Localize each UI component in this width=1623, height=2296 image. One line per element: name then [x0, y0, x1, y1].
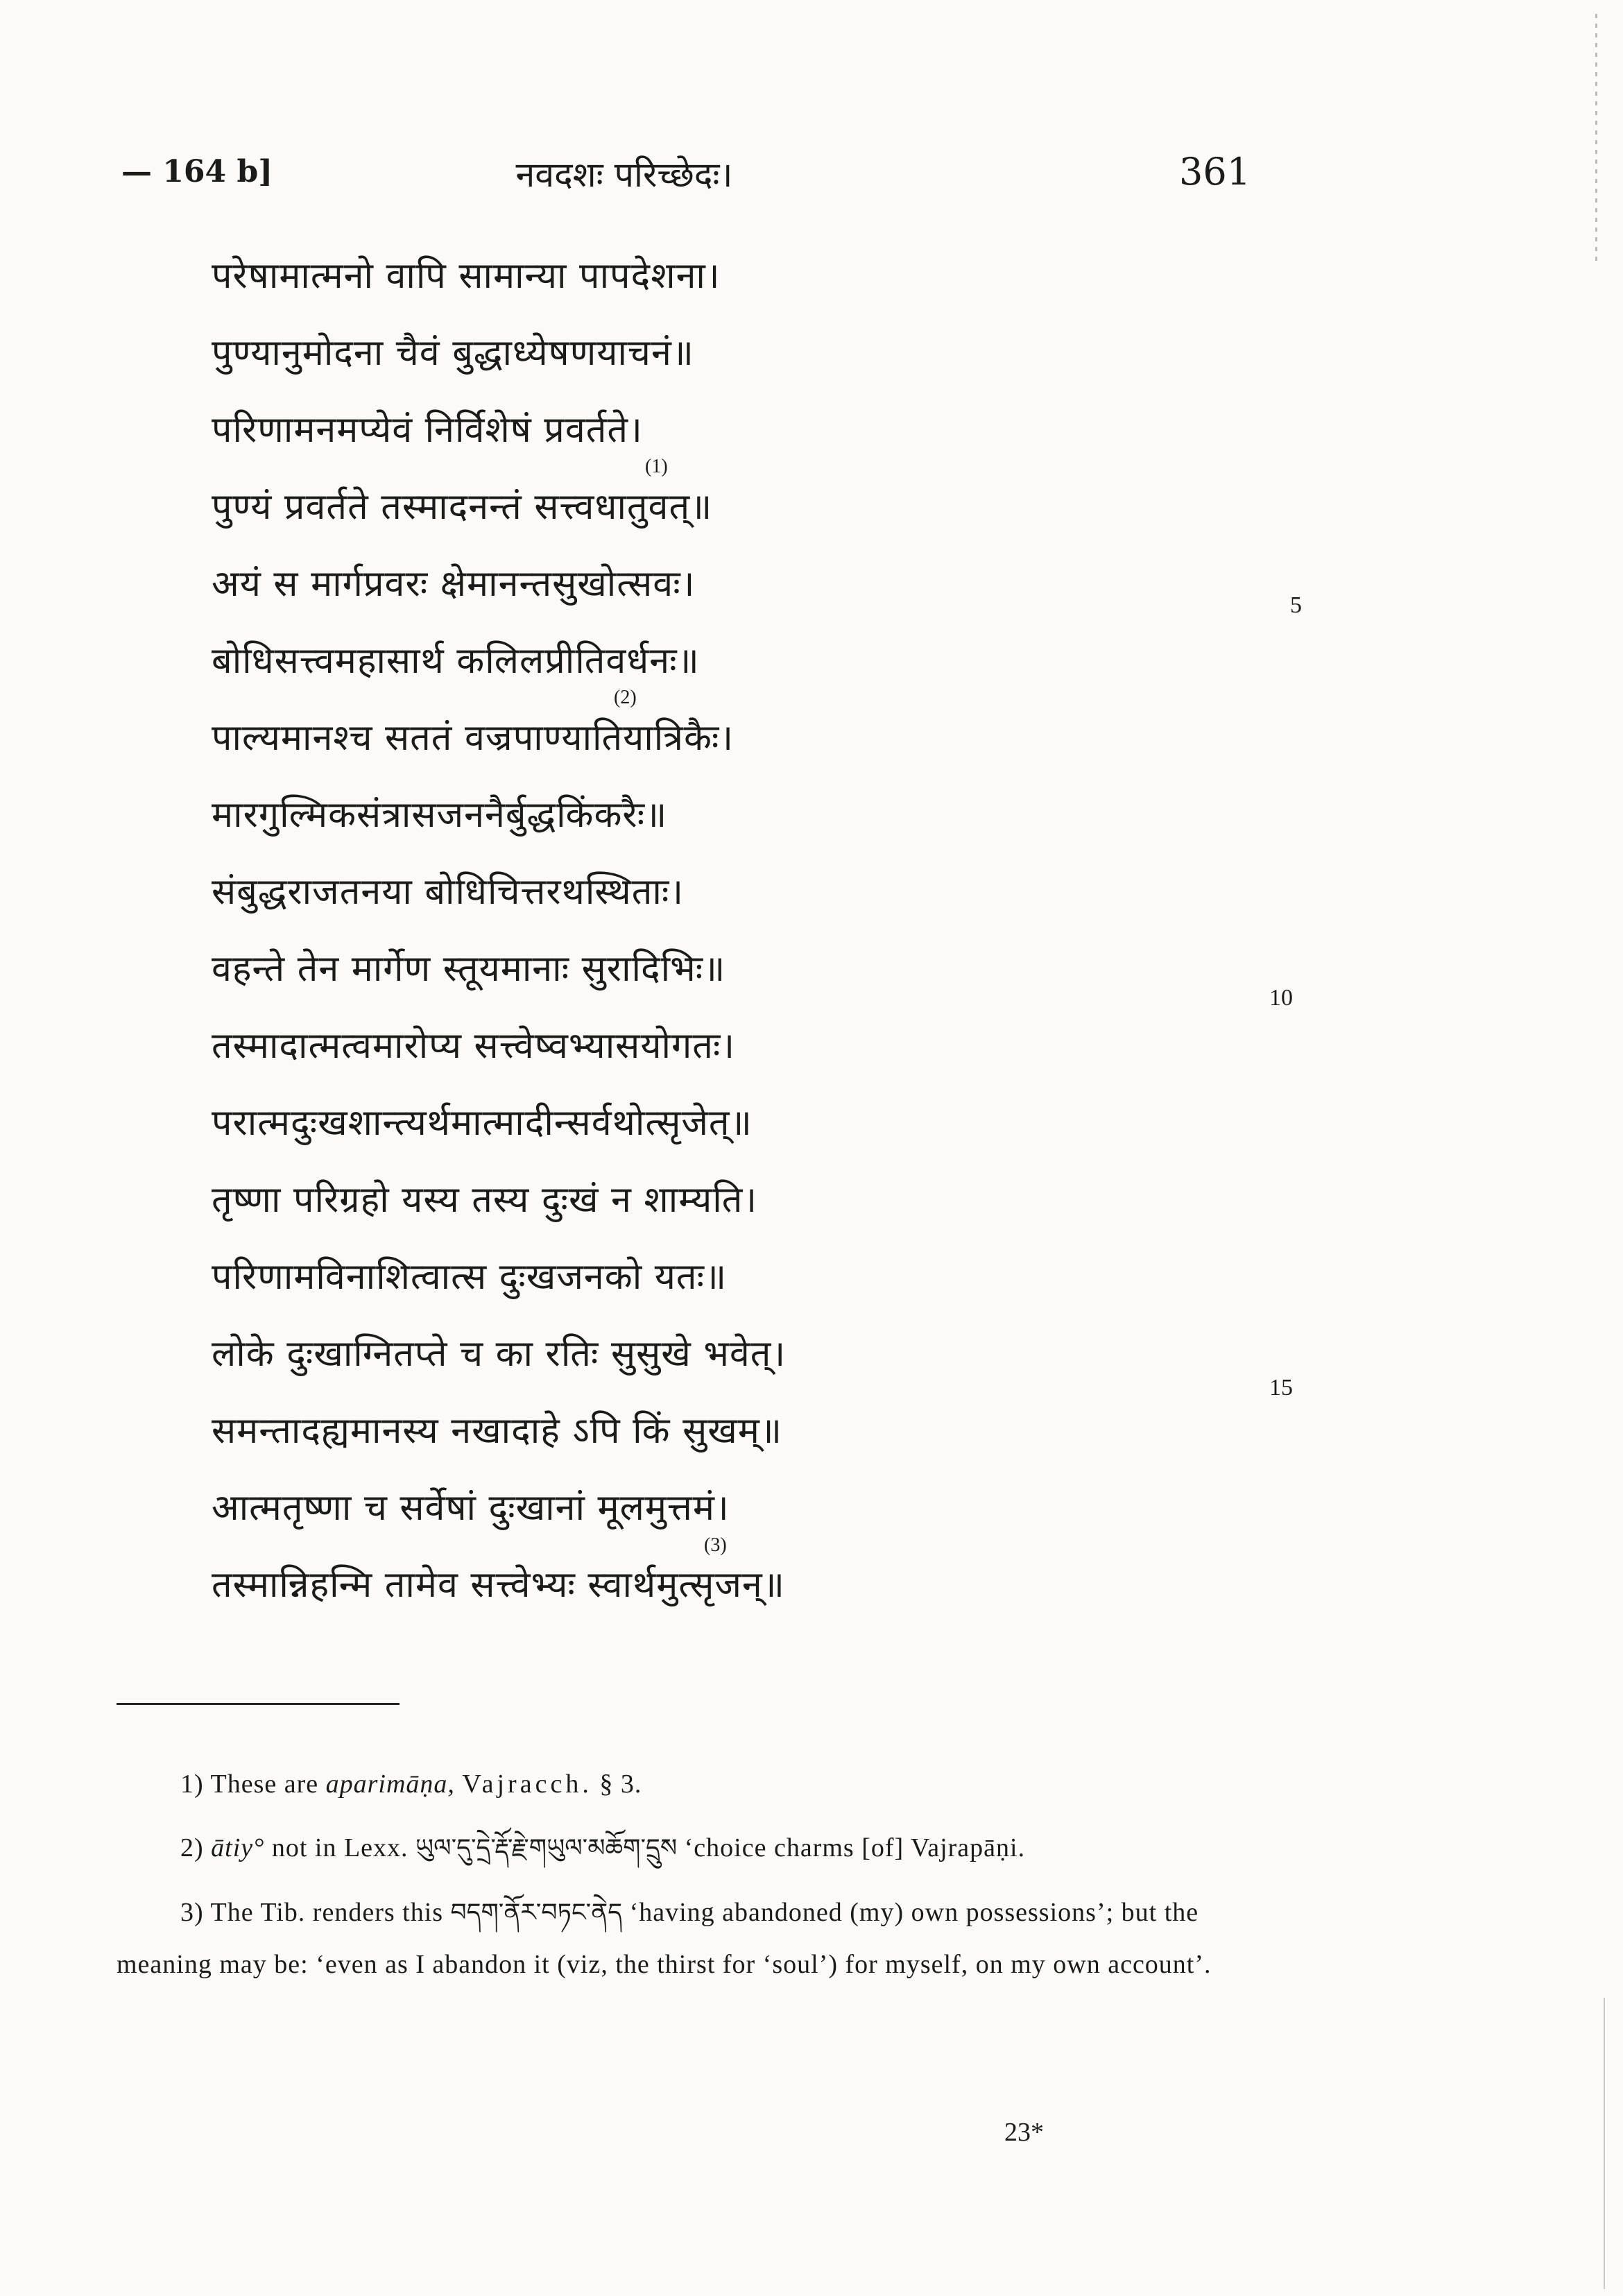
running-head-reference: — 164 b]: [121, 154, 273, 189]
footnote-2: 2) ātiy° not in Lexx. ཡུལ་དུ་དྲེ་རྡོ་རྗེ་གཡུལ་མཆོག་དྲུས ‘choice charms [of] Vajrapāṇi.: [180, 1833, 1026, 1862]
verse-line: लोके दुःखाग्नितप्ते च का रतिः सुसुखे भवेत्।: [212, 1333, 787, 1375]
verse-line: संबुद्धराजतनया बोधिचित्तरथस्थिताः।: [212, 871, 685, 913]
footnote-mark: (1): [645, 456, 668, 477]
verse-line: तस्मान्निहन्मि तामेव सत्त्वेभ्यः स्वार्थमुत्सृजन्॥: [212, 1564, 785, 1606]
verse-line: आत्मतृष्णा च सर्वेषां दुःखानां मूलमुत्तमं।: [212, 1487, 730, 1529]
verse-line: तृष्णा परिग्रहो यस्य तस्य दुःखं न शाम्यति।: [212, 1179, 758, 1221]
line-number: 15: [1269, 1375, 1293, 1400]
verse-line: वहन्ते तेन मार्गेण स्तूयमानाः सुरादिभिः॥: [212, 948, 726, 990]
verse-line: परात्मदुःखशान्त्यर्थमात्मादीन्सर्वथोत्सृजेत्॥: [212, 1102, 753, 1144]
verse-line: पुण्यं प्रवर्तते तस्मादनन्तं सत्त्वधातुवत्॥: [212, 486, 713, 528]
footnote-mark: (3): [704, 1534, 727, 1556]
page-edge-line: [1604, 1998, 1605, 2289]
footnote-1: 1) These are aparimāṇa, Vajracch. § 3.: [180, 1770, 642, 1799]
verse-line: परिणामनमप्येवं निर्विशेषं प्रवर्तते।: [212, 409, 643, 451]
verse-line: परेषामात्मनो वापि सामान्या पापदेशना।: [212, 255, 721, 297]
verse-line: अयं स मार्गप्रवरः क्षेमानन्तसुखोत्सवः।: [212, 563, 696, 605]
footnote-mark: (2): [614, 687, 637, 708]
verse-line: समन्तादह्यमानस्य नखादाहे ऽपि किं सुखम्॥: [212, 1410, 783, 1452]
footnotes: [117, 1758, 1261, 2003]
page-number: 361: [1179, 150, 1251, 194]
tibetan-text: བདག་ནོར་བཏང་ནེད: [450, 1899, 623, 1927]
signature-mark: 23*: [1004, 2118, 1044, 2147]
tibetan-text: ཡུལ་དུ་དྲེ་རྡོ་རྗེ་གཡུལ་མཆོག་དྲུས: [415, 1834, 678, 1862]
verse-line: पाल्यमानश्च सततं वज्रपाण्यातियात्रिकैः।: [212, 717, 735, 759]
verse-line: बोधिसत्त्वमहासार्थ कलिलप्रीतिवर्धनः॥: [212, 640, 700, 682]
verse-line: पुण्यानुमोदना चैवं बुद्धाध्येषणयाचनं॥: [212, 332, 694, 374]
line-number: 5: [1290, 592, 1302, 618]
verse-line: मारगुल्मिकसंत्रासजननैर्बुद्धकिंकरैः॥: [212, 794, 668, 836]
footnote-separator: [117, 1703, 400, 1705]
verse-line: परिणामविनाशित्वात्स दुःखजनको यतः॥: [212, 1256, 728, 1298]
verse-line: तस्मादात्मत्वमारोप्य सत्त्वेष्वभ्यासयोगतः।: [212, 1025, 736, 1067]
running-head-title: नवदशः परिच्छेदः।: [515, 155, 733, 195]
page-edge-mark: [1595, 14, 1597, 264]
footnote-3: 3) The Tib. renders this བདག་ནོར་བཏང་ནེད ‘having abandoned (my) own possessions’; but the meaning may be: ‘even as I abandon it (viz, the thirst for ‘soul’) for myself, on my own account’.: [117, 1898, 1212, 1979]
line-number: 10: [1269, 985, 1293, 1011]
